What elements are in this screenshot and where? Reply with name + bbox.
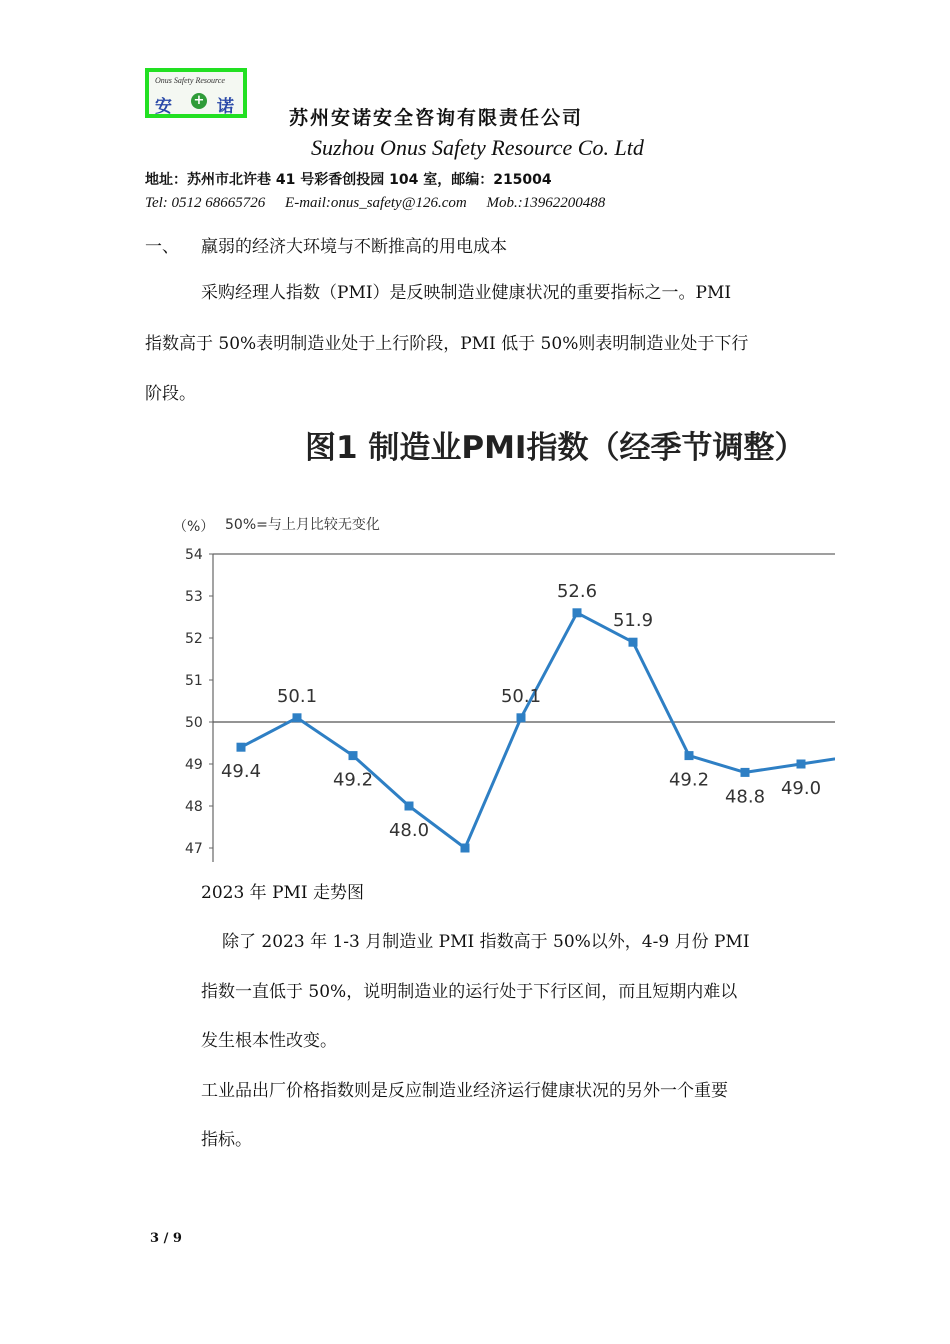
data-point-marker <box>797 760 806 769</box>
contact-line <box>145 195 621 212</box>
y-tick-label: 50 <box>185 715 203 731</box>
chart-caption: 2023 年 PMI 走势图 <box>201 883 365 903</box>
data-point-marker <box>293 713 302 722</box>
data-point-marker <box>685 751 694 760</box>
y-tick-label: 49 <box>185 757 203 773</box>
company-address: 地址：苏州市北许巷 41 号彩香创投园 104 室，邮编：215004 <box>145 172 552 188</box>
data-point-marker <box>741 768 750 777</box>
data-label: 52.6 <box>556 580 598 602</box>
data-label: 50.1 <box>500 685 542 707</box>
data-label: 48.0 <box>388 820 430 841</box>
pmi-chart <box>145 418 835 872</box>
company-name-english: Suzhou Onus Safety Resource Co. Ltd <box>311 135 644 160</box>
data-label: 48.8 <box>724 786 766 808</box>
logo-character-nuo: 诺 <box>217 97 234 117</box>
data-point-marker <box>349 751 358 760</box>
mobile: Mob.:13962200488 <box>486 195 606 211</box>
paragraph-2-line-3: 发生根本性改变。 <box>201 1031 337 1051</box>
telephone: Tel: 0512 68665726 <box>145 195 266 211</box>
pmi-series-line <box>241 613 835 848</box>
section-heading <box>145 232 507 257</box>
paragraph-3-line-1: 工业品出厂价格指数则是反应制造业经济运行健康状况的另外一个重要 <box>201 1081 728 1101</box>
paragraph-2-line-1: 除了 2023 年 1-3 月制造业 PMI 指数高于 50%以外，4-9 月份 PMI <box>222 932 750 952</box>
paragraph-3-line-2: 指标。 <box>201 1130 252 1150</box>
paragraph-1-line-3: 阶段。 <box>145 384 196 404</box>
data-point-marker <box>405 802 414 811</box>
email: E-mail:onus_safety@126.com <box>285 195 467 211</box>
company-logo <box>145 68 247 118</box>
data-point-marker <box>517 713 526 722</box>
paragraph-1-line-2: 指数高于 50%表明制造业处于上行阶段，PMI 低于 50%则表明制造业处于下行 <box>145 334 749 354</box>
paragraph-1-line-1: 采购经理人指数（PMI）是反映制造业健康状况的重要指标之一。PMI <box>201 283 732 303</box>
chart-title: 图1 制造业PMI指数（经季节调整） <box>305 430 806 466</box>
y-tick-label: 53 <box>185 589 203 605</box>
data-label: 49.4 <box>220 761 262 783</box>
pmi-chart-svg <box>145 418 835 868</box>
data-point-marker <box>237 743 246 752</box>
logo-tagline: Onus Safety Resource <box>155 76 225 85</box>
data-point-marker <box>461 844 470 853</box>
y-axis-unit: （%） <box>173 519 215 535</box>
section-number: 一、 <box>145 237 179 257</box>
chart-note: 50%=与上月比较无变化 <box>225 517 380 533</box>
data-point-marker <box>573 608 582 617</box>
data-label: 51.9 <box>612 610 654 632</box>
data-label: 49.0 <box>780 778 822 799</box>
company-name-chinese: 苏州安诺安全咨询有限责任公司 <box>289 107 584 129</box>
data-label: 49.2 <box>668 769 710 791</box>
data-label: 49.2 <box>332 769 374 791</box>
logo-cross-icon: + <box>191 93 207 109</box>
logo-character-an: 安 <box>155 97 172 117</box>
data-label: 50.1 <box>276 685 318 707</box>
y-tick-label: 48 <box>185 799 203 815</box>
y-tick-label: 51 <box>185 673 203 689</box>
page-number: 3 / 9 <box>150 1231 182 1246</box>
data-point-marker <box>629 638 638 647</box>
section-title: 羸弱的经济大环境与不断推高的用电成本 <box>201 237 507 257</box>
y-tick-label: 47 <box>185 841 203 857</box>
paragraph-2-line-2: 指数一直低于 50%，说明制造业的运行处于下行区间，而且短期内难以 <box>201 982 738 1002</box>
y-tick-label: 52 <box>185 631 203 647</box>
y-tick-label: 54 <box>185 547 203 563</box>
